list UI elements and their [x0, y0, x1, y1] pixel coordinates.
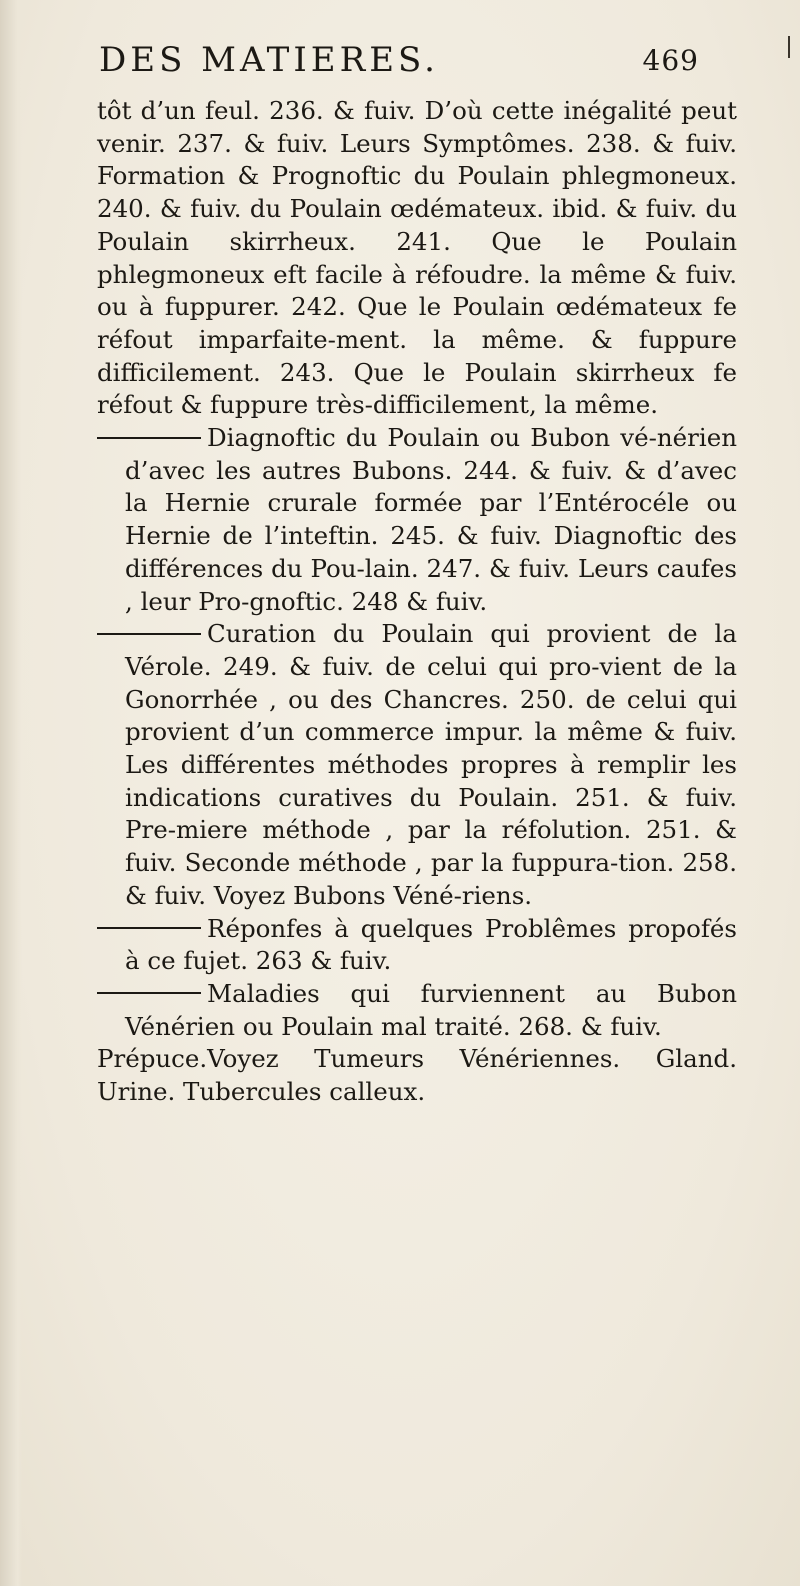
index-entry — [97, 913, 737, 978]
ditto-dash — [97, 992, 201, 994]
margin-mark — [788, 36, 790, 58]
ditto-dash — [97, 633, 201, 635]
index-entry-prepuce: Prépuce.Voyez Tumeurs Vénériennes. Gland. Urine. Tubercules calleux. — [97, 1044, 737, 1107]
index-entry-continuation: tôt d’un feul. 236. & fuiv. D’où cette inégalité peut venir. 237. & fuiv. Leurs Symptômes. 238. & fuiv. Formation & Prognoftic du Poulain phlegmoneux. 240. & fuiv. du Poulain œdémateux. ibid. & fuiv. du Poulain skirrheux. 241. Que le Poulain phlegmoneux eft facile à réfoudre. la même & fuiv. ou à fuppurer. 242. Que le Poulain œdémateux fe réfout imparfaite-ment. la même. & fuppure difficilement. 243. Que le Poulain skirrheux fe réfout & fuppure très-difficilement, la même. — [97, 96, 737, 420]
ditto-dash — [97, 437, 201, 439]
ditto-dash — [97, 927, 201, 929]
index-entry-text: Curation du Poulain qui provient de la Vérole. 249. & fuiv. de celui qui pro-vient de la Gonorrhée , ou des Chancres. 250. de celui qui provient d’un commerce impur. la même & fuiv. Les différentes méthodes propres à remplir les indications curatives du Poulain. 251. & fuiv. Pre-miere méthode , par la réfolution. 251. & fuiv. Seconde méthode , par la fuppura-tion. 258. & fuiv. Voyez Bubons Véné-riens. — [125, 619, 737, 910]
index-entry-text: Réponfes à quelques Problêmes propofés à ce fujet. 263 & fuiv. — [125, 913, 737, 976]
page-number: 469 — [642, 44, 699, 77]
index-entry-text: Diagnoftic du Poulain ou Bubon vé-nérien d’avec les autres Bubons. 244. & fuiv. & d’avec la Hernie crurale formée par l’Entérocéle ou Hernie de l’inteftin. 245. & fuiv. Diagnoftic des différences du Pou-lain. 247. & fuiv. Leurs caufes , leur Pro-gnoftic. 248 & fuiv. — [125, 423, 737, 616]
index-entry-text: Maladies qui furviennent au Bubon Vénérien ou Poulain mal traité. 268. & fuiv. — [125, 978, 737, 1041]
running-header — [99, 40, 699, 90]
index-entry — [97, 978, 737, 1043]
index-entry — [97, 422, 737, 618]
index-entry — [97, 618, 737, 912]
page-gutter-shadow — [0, 0, 22, 1586]
header-title: DES MATIERES. — [99, 40, 439, 80]
index-text — [97, 95, 737, 1109]
